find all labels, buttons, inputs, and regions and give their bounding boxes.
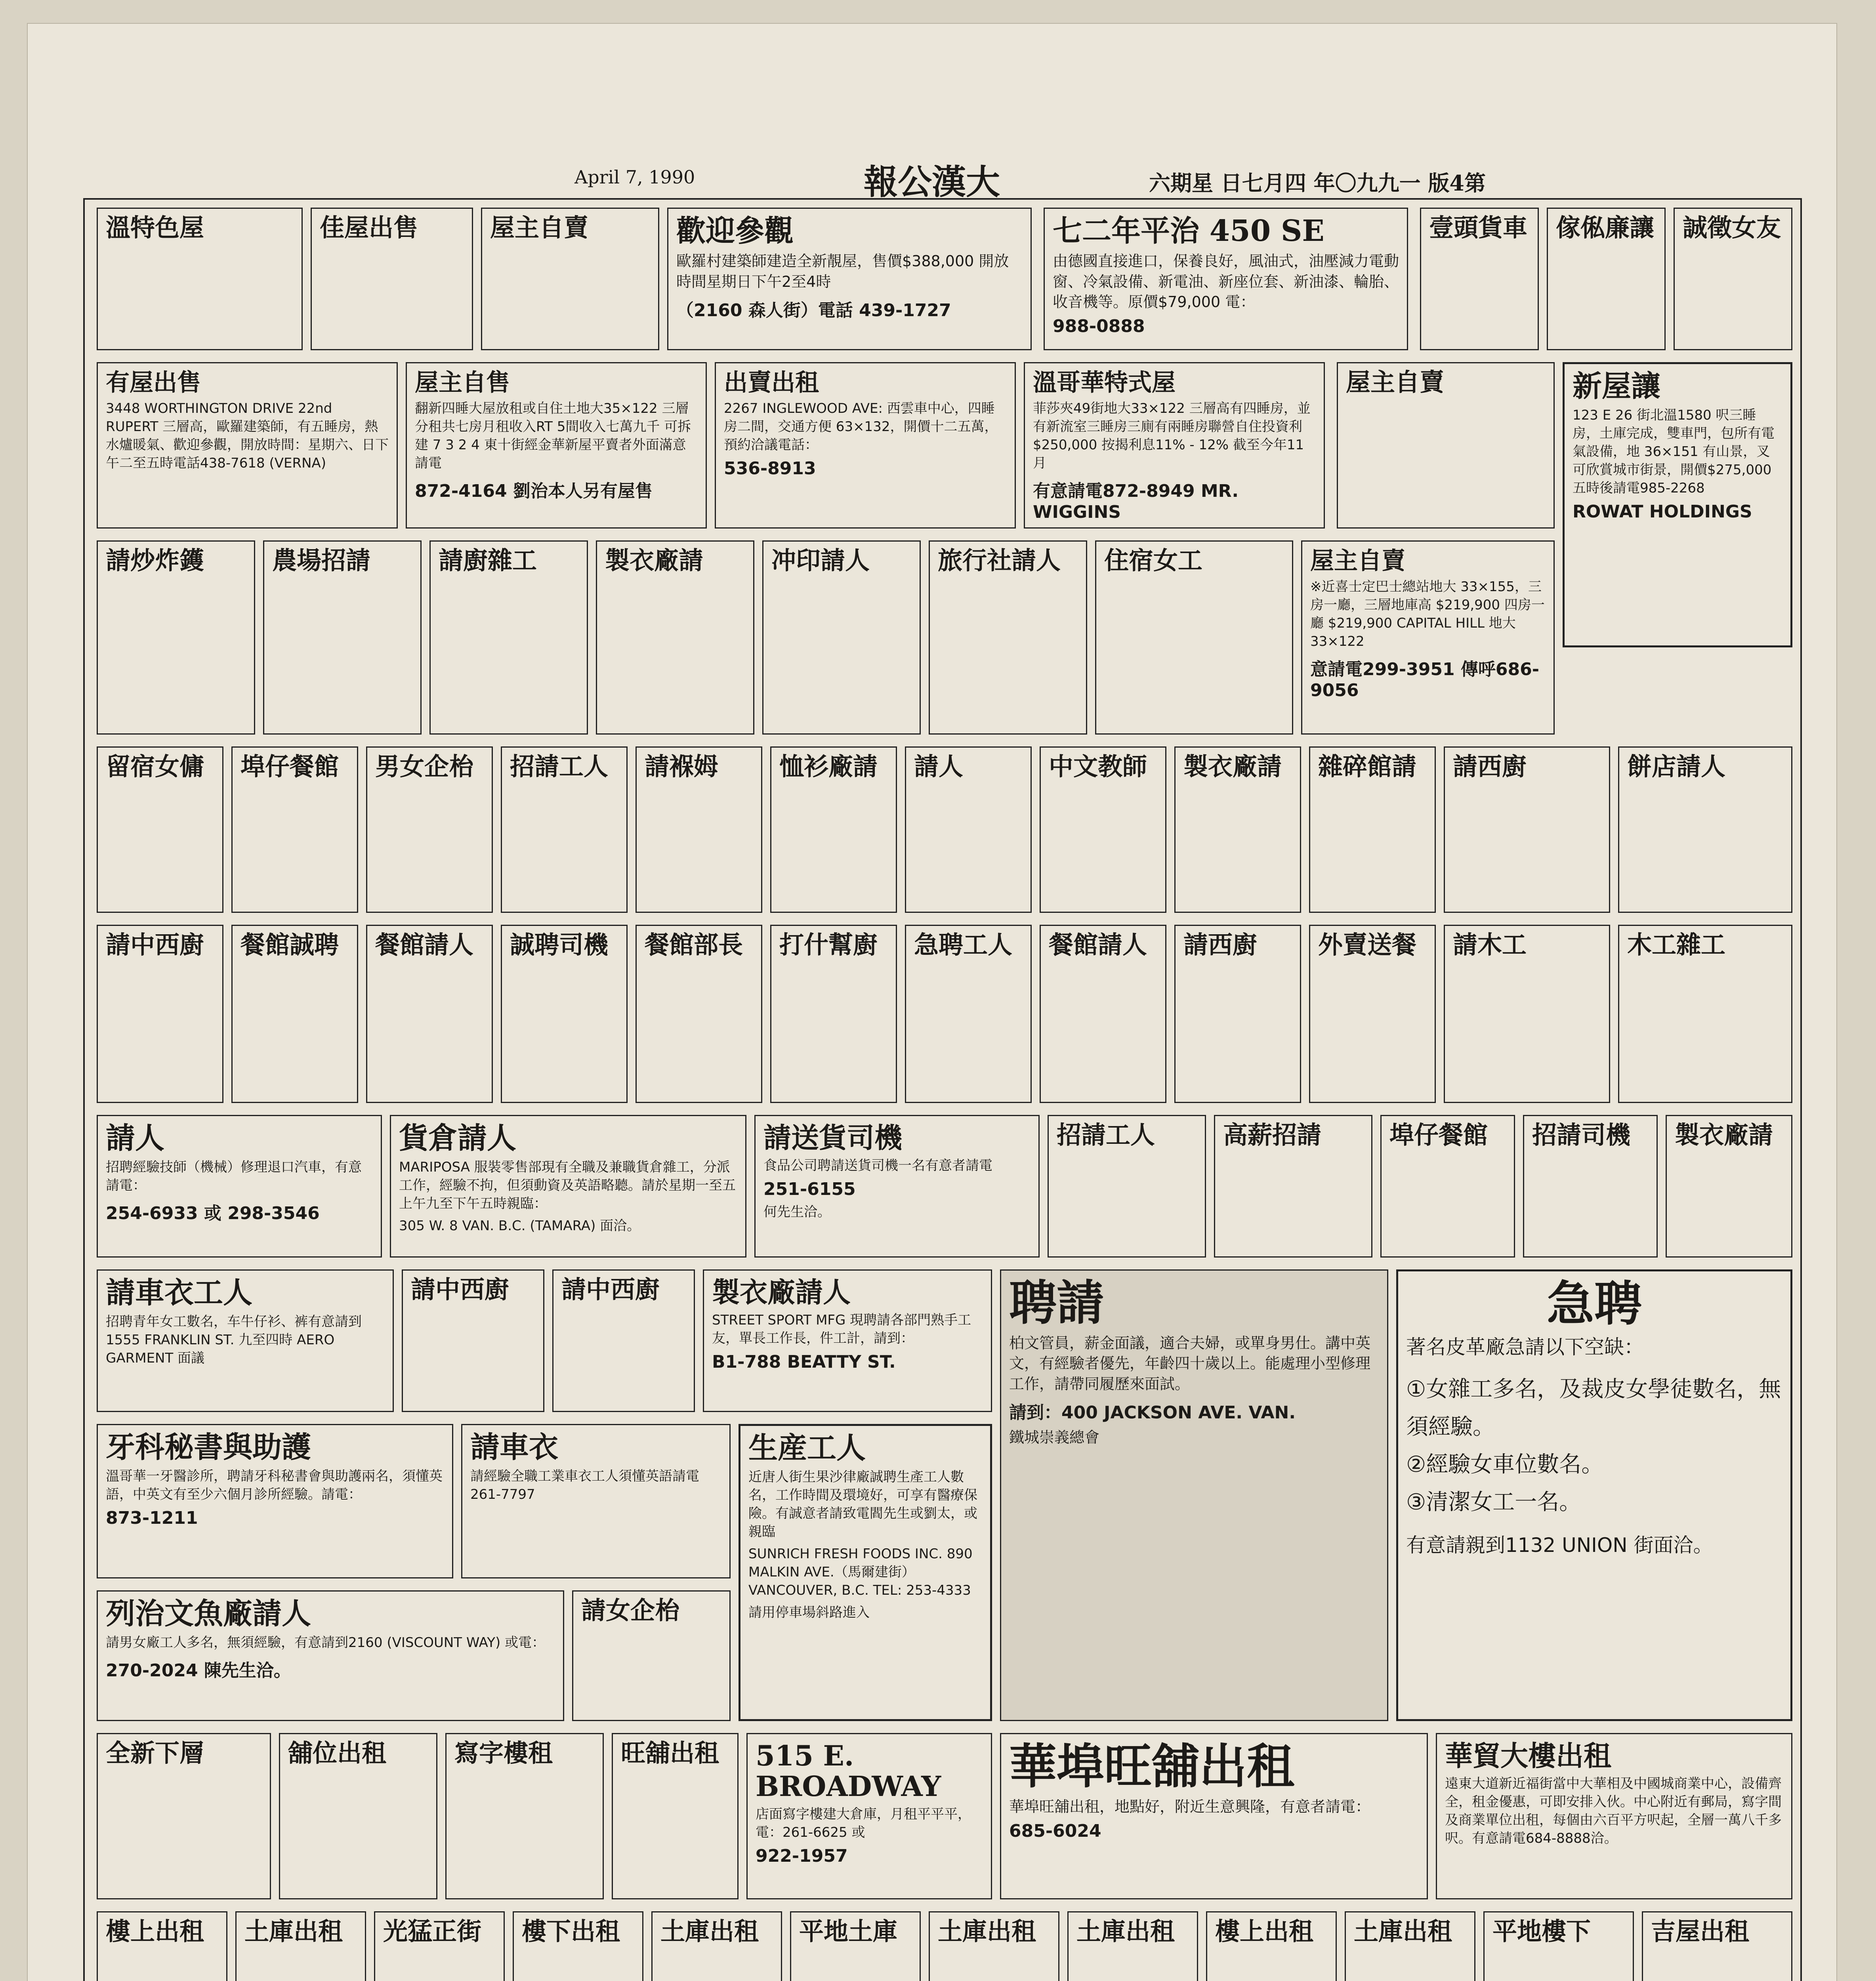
small-ad-title: 餐館請人 xyxy=(1049,930,1147,959)
small-ad-title: 招請司機 xyxy=(1532,1120,1631,1149)
small-ad-title: 打什幫廚 xyxy=(779,930,878,959)
small-ad-49 xyxy=(445,1733,604,1899)
small-ad-title: 埠仔餐館 xyxy=(240,752,339,781)
ad-body: 近唐人街生果沙律廠誠聘生產工人數名，工作時間及環境好，可享有醫療保險。有誠意者請致電閻先生或劉太，或親臨 xyxy=(748,1469,977,1540)
ad-hiring-center xyxy=(1000,1269,1388,1721)
ad-footer: 請用停車場斜路進入 xyxy=(748,1604,870,1620)
ad-title: 新屋讓 xyxy=(1573,369,1660,403)
small-ad-22 xyxy=(1040,746,1166,913)
small-ad-11 xyxy=(596,540,754,735)
ad-title: 有屋出售 xyxy=(106,369,201,397)
ad-title: 請車衣 xyxy=(470,1430,558,1464)
small-ad-title: 高薪招請 xyxy=(1223,1120,1322,1149)
small-ad-35 xyxy=(1174,925,1301,1103)
small-ad-title: 土庫出租 xyxy=(1354,1917,1452,1946)
small-ad-title: 外賣送餐 xyxy=(1318,930,1417,959)
ad-body: 店面寫字樓建大倉庫，月租平平平，電：261-6625 或 xyxy=(756,1806,971,1840)
ad-body: 由德國直接進口，保養良好，風油式，油壓減力電動窗、冷氣設備、新電油、新座位套、新油漆、輪胎、收音機等。原價$79,000 電： xyxy=(1053,252,1399,311)
small-ad-54 xyxy=(513,1911,643,1981)
small-ad-title: 全新下層 xyxy=(106,1739,204,1767)
ad-title: 列治文魚廠請人 xyxy=(106,1597,311,1631)
small-ad-title: 製衣廠請 xyxy=(1675,1120,1773,1149)
ad-factory xyxy=(703,1269,992,1412)
small-ad-4 xyxy=(1420,208,1539,350)
small-ad-61 xyxy=(1483,1911,1634,1981)
small-ad-19 xyxy=(636,746,762,913)
ad-sewing xyxy=(461,1424,731,1578)
small-ad-56 xyxy=(790,1911,921,1981)
ad-body: MARIPOSA 服裝零售部現有全職及兼職貨倉雜工，分派工作，經驗不拘，但須動資及英語略聽。請於星期一至五上午九至下午五時親臨： xyxy=(399,1159,736,1212)
classified-grid xyxy=(83,198,1802,1981)
ad-body: 翻新四睡大屋放租或自住土地大35×122 三層分租共七房月租收入RT 5間收入七萬九千 可拆建 7 3 2 4 東十街經金華新屋平賣者外面滿意請電 xyxy=(415,401,691,471)
ad-title: 貨倉請人 xyxy=(399,1121,516,1155)
small-ad-title: 製衣廠請 xyxy=(605,546,704,575)
ad-intro: 著名皮革廠急請以下空缺： xyxy=(1406,1336,1644,1359)
small-ad-12 xyxy=(762,540,921,735)
ad-address: SUNRICH FRESH FOODS INC. 890 MALKIN AVE.（馬爾建街） VANCOUVER, B.C. TEL: 253-4333 xyxy=(748,1546,973,1598)
small-ad-31 xyxy=(636,925,762,1103)
small-ad-title: 住宿女工 xyxy=(1104,546,1203,575)
ad-body: ※近喜士定巴士總站地大 33×155，三房一廳，三層地庫高 $219,900 四房一廳 $219,900 CAPITAL HILL 地大 33×122 xyxy=(1310,579,1545,649)
ad-title: 七二年平治 450 SE xyxy=(1053,214,1324,248)
small-ad-title: 請廚雜工 xyxy=(439,546,537,575)
small-ad-title: 土庫出租 xyxy=(938,1917,1036,1946)
small-ad-title: 餐館誠聘 xyxy=(240,930,339,959)
small-ad-29 xyxy=(366,925,493,1103)
ad-body: 招聘青年女工數名，车牛仔衫、裤有意請到1555 FRANKLIN ST. 九至四時 AERO GARMENT 面議 xyxy=(106,1314,362,1366)
small-ad-58 xyxy=(1067,1911,1198,1981)
ad-house-sale xyxy=(97,362,398,529)
small-ad-8 xyxy=(97,540,255,735)
ad-hire xyxy=(97,1115,382,1258)
small-ad-21 xyxy=(905,746,1032,913)
ad-broadway xyxy=(746,1733,992,1899)
ad-footer: 有意請親到1132 UNION 街面洽。 xyxy=(1406,1534,1713,1557)
small-ad-10 xyxy=(429,540,588,735)
small-ad-title: 樓上出租 xyxy=(106,1917,204,1946)
small-ad-title: 壹頭貨車 xyxy=(1429,213,1528,242)
ad-address: B1-788 BEATTY ST. xyxy=(712,1351,896,1372)
small-ad-25 xyxy=(1444,746,1610,913)
small-ad-title: 旺舖出租 xyxy=(621,1739,719,1767)
small-ad-47 xyxy=(97,1733,271,1899)
ad-title: 515 E. BROADWAY xyxy=(756,1739,941,1803)
ad-title: 華埠旺舖出租 xyxy=(1009,1739,1294,1794)
issue-date: April 7, 1990 xyxy=(574,166,695,188)
ad-body: 遠東大道新近福街當中大華相及中國城商業中心，設備齊全，租金優惠，可即安排入伙。中心附近有郵局，寫字間及商業單位出租，每個由六百平方呎起，全層一萬八千多呎。有意請電684-8888洽。 xyxy=(1445,1776,1782,1846)
ad-title: 製衣廠請人 xyxy=(712,1276,851,1309)
small-ad-title: 寫字樓租 xyxy=(454,1739,553,1767)
ad-title: 溫哥華特式屋 xyxy=(1033,369,1176,397)
small-ad-title: 中文教師 xyxy=(1049,752,1147,781)
small-ad-24 xyxy=(1309,746,1436,913)
small-ad-33 xyxy=(905,925,1032,1103)
small-ad-18 xyxy=(501,746,628,913)
ad-delivery xyxy=(754,1115,1040,1258)
ad-fish xyxy=(97,1590,564,1721)
small-ad-title: 樓上出租 xyxy=(1215,1917,1314,1946)
urgent-item: ③清潔女工一名。 xyxy=(1406,1489,1582,1515)
small-ad-62 xyxy=(1642,1911,1792,1981)
masthead xyxy=(28,24,1836,202)
small-ad-title: 木工雜工 xyxy=(1627,930,1726,959)
ad-owner-self xyxy=(1301,540,1555,735)
small-ad-5 xyxy=(1547,208,1666,350)
small-ad-title: 請人 xyxy=(914,752,964,781)
ad-body: 溫哥華一牙醫診所，聘請牙科秘書會與助護兩名，須懂英語，中英文有至少六個月診所經驗。請電： xyxy=(106,1468,443,1503)
ad-phone: 873-1211 xyxy=(106,1508,198,1529)
ad-extra: 鐵城崇義總會 xyxy=(1009,1428,1100,1446)
small-ad-title: 製衣廠請 xyxy=(1183,752,1282,781)
ad-footer: ROWAT HOLDINGS xyxy=(1573,501,1752,522)
ad-phone: 872-4164 劉治本人另有屋售 xyxy=(415,481,653,501)
small-ad-title: 招請工人 xyxy=(1057,1120,1155,1149)
small-ad-title: 請女企枱 xyxy=(581,1596,680,1625)
small-ad-title: 請西廚 xyxy=(1453,752,1527,781)
ad-footer: （2160 森人街）電話 439-1727 xyxy=(676,300,951,321)
small-ad-20 xyxy=(770,746,897,913)
ad-contact: 有意請電872-8949 MR. WIGGINS xyxy=(1033,481,1239,522)
small-ad-title: 請褓姆 xyxy=(645,752,719,781)
ad-body: STREET SPORT MFG 現聘請各部門熟手工友，單長工作長，件工計，請到： xyxy=(712,1312,971,1346)
small-ad-title: 傢俬廉讓 xyxy=(1556,213,1655,242)
ad-tail: 何先生洽。 xyxy=(763,1204,831,1220)
ad-title: 請送貨司機 xyxy=(763,1121,902,1154)
small-ad-46 xyxy=(572,1590,731,1721)
small-ad-2 xyxy=(311,208,473,350)
ad-sale-rent xyxy=(715,362,1016,529)
ad-title: 請車衣工人 xyxy=(106,1276,252,1310)
small-ad-title: 旅行社請人 xyxy=(938,546,1061,575)
small-ad-title: 男女企枱 xyxy=(375,752,474,781)
small-ad-title: 佳屋出售 xyxy=(320,213,418,242)
ad-body: 2267 INGLEWOOD AVE: 西雲車中心，四睡房二間，交通方便 63×132，開價十二五萬，預約洽議電話： xyxy=(724,401,998,453)
small-ad-title: 土庫出租 xyxy=(244,1917,343,1946)
small-ad-title: 溫特色屋 xyxy=(106,213,204,242)
small-ad-57 xyxy=(929,1911,1059,1981)
small-ad-title: 埠仔餐館 xyxy=(1389,1120,1488,1149)
small-ad-15 xyxy=(97,746,223,913)
ad-production xyxy=(739,1424,992,1721)
small-ad-title: 請炒炸鑊 xyxy=(106,546,204,575)
small-ad-39 xyxy=(1048,1115,1206,1258)
small-ad-title: 餅店請人 xyxy=(1627,752,1726,781)
ad-phone: 922-1957 xyxy=(756,1845,848,1866)
small-ad-36 xyxy=(1309,925,1436,1103)
ad-address: 請到：400 JACKSON AVE. VAN. xyxy=(1009,1402,1296,1423)
ad-new-house xyxy=(1563,362,1792,647)
small-ad-60 xyxy=(1345,1911,1475,1981)
urgent-item: ①女雜工多名，及裁皮女學徒數名，無須經驗。 xyxy=(1406,1376,1781,1440)
small-ad-26 xyxy=(1618,746,1792,913)
small-ad-title: 誠徵女友 xyxy=(1683,213,1781,242)
ad-body: 請經驗全職工業車衣工人須懂英語請電261-7797 xyxy=(470,1468,699,1503)
small-ad-title: 誠聘司機 xyxy=(510,930,609,959)
ad-body: 華埠旺舖出租，地點好，附近生意興隆，有意者請電： xyxy=(1009,1798,1371,1815)
ad-body: 請男女廠工人多名，無須經驗，有意請到2160 (VISCOUNT WAY) 或電： xyxy=(106,1635,546,1651)
ad-urgent xyxy=(1396,1269,1792,1721)
small-ad-title: 餐館部長 xyxy=(645,930,743,959)
ad-phone: 251-6155 xyxy=(763,1179,856,1199)
ad-title: 歡迎參觀 xyxy=(676,214,794,248)
small-ad-title: 土庫出租 xyxy=(1076,1917,1175,1946)
small-ad-43 xyxy=(1666,1115,1792,1258)
ad-phone: 270-2024 陳先生洽。 xyxy=(106,1660,291,1681)
small-ad-9 xyxy=(263,540,422,735)
ad-body: 歐羅村建築師建造全新靚屋，售價$388,000 開放時間星期日下午2至4時 xyxy=(676,252,1009,290)
small-ad-48 xyxy=(279,1733,437,1899)
ad-title: 屋主自售 xyxy=(415,369,510,397)
small-ad-52 xyxy=(235,1911,366,1981)
newspaper-page xyxy=(28,24,1836,1981)
small-ad-28 xyxy=(231,925,358,1103)
ad-phone: 685-6024 xyxy=(1009,1821,1101,1842)
ad-owner-sale xyxy=(406,362,707,529)
small-ad-title: 恤衫廠請 xyxy=(779,752,878,781)
small-ad-title: 請西廚 xyxy=(1183,930,1258,959)
ad-title: 請人 xyxy=(106,1121,164,1155)
ad-title: 牙科秘書與助護 xyxy=(106,1430,311,1464)
ad-welcome xyxy=(667,208,1032,350)
ad-title: 聘請 xyxy=(1009,1275,1104,1331)
small-ad-14 xyxy=(1095,540,1293,735)
ad-chinatown-shop xyxy=(1000,1733,1428,1899)
small-ad-23 xyxy=(1174,746,1301,913)
small-ad-title: 光猛正街 xyxy=(383,1917,482,1946)
urgent-list xyxy=(1406,1370,1782,1521)
ad-title: 出賣出租 xyxy=(724,369,819,397)
small-ad-title: 屋主自賣 xyxy=(1346,368,1445,397)
ad-dental xyxy=(97,1424,453,1578)
ad-trade-tower xyxy=(1436,1733,1792,1899)
ad-phone: 254-6933 或 298-3546 xyxy=(106,1203,320,1224)
small-ad-title: 急聘工人 xyxy=(914,930,1013,959)
newspaper-name: 報公漢大 xyxy=(864,162,1000,202)
small-ad-title: 農場招請 xyxy=(272,546,371,575)
small-ad-title: 請木工 xyxy=(1453,930,1527,959)
small-ad-44 xyxy=(402,1269,544,1412)
urgent-item: ②經驗女車位數名。 xyxy=(1406,1451,1604,1477)
small-ad-17 xyxy=(366,746,493,913)
small-ad-title: 吉屋出租 xyxy=(1651,1917,1750,1946)
small-ad-title: 留宿女傭 xyxy=(106,752,204,781)
small-ad-45 xyxy=(552,1269,695,1412)
small-ad-37 xyxy=(1444,925,1610,1103)
ad-body: 3448 WORTHINGTON DRIVE 22nd RUPERT 三層高，歐羅建築師，有五睡房，熱水爐暖氣、歡迎參觀，開放時間：星期六、日下午二至五時電話438-7618 (VERNA) xyxy=(106,401,389,471)
ad-body: 菲莎夾49街地大33×122 三層高有四睡房，並有新流室三睡房三廁有兩睡房聯營自住投資利$250,000 按揭利息11% - 12% 截至今年11月 xyxy=(1033,401,1311,471)
ad-body: 123 E 26 街北溫1580 呎三睡房，土庫完成，雙車門，包所有電氣設備，地 36×151 有山景，叉可欣賞城市街景，開價$275,000 五時後請電985-2268 xyxy=(1573,407,1775,496)
small-ad-title: 舖位出租 xyxy=(288,1739,387,1767)
small-ad-title: 平地土庫 xyxy=(799,1917,898,1946)
small-ad-53 xyxy=(374,1911,505,1981)
small-ad-title: 屋主自賣 xyxy=(490,213,589,242)
ad-body: 食品公司聘請送貨司機一名有意者請電 xyxy=(763,1158,992,1174)
ad-address: 305 W. 8 VAN. B.C. (TAMARA) 面洽。 xyxy=(399,1218,641,1234)
ad-body: 柏文管員，薪金面議，適合夫婦，或單身男仕。講中英文，有經驗者優先，年齡四十歲以上。能處理小型修理工作，請帶同履歷來面試。 xyxy=(1009,1334,1371,1393)
small-ad-title: 請中西廚 xyxy=(106,930,204,959)
ad-title: 生産工人 xyxy=(748,1431,866,1465)
small-ad-16 xyxy=(231,746,358,913)
small-ad-title: 冲印請人 xyxy=(771,546,870,575)
small-ad-27 xyxy=(97,925,223,1103)
small-ad-title: 土庫出租 xyxy=(660,1917,759,1946)
small-ad-55 xyxy=(651,1911,782,1981)
small-ad-7 xyxy=(1337,362,1555,529)
ad-title: 急聘 xyxy=(1547,1276,1642,1332)
small-ad-title: 平地樓下 xyxy=(1492,1917,1591,1946)
small-ad-6 xyxy=(1674,208,1792,350)
edition-line: 六期星 日七月四 年〇九九一 版4第 xyxy=(1149,170,1486,196)
ad-phone: 988-0888 xyxy=(1053,316,1145,337)
ad-garment xyxy=(97,1269,394,1412)
ad-duplex xyxy=(1044,208,1408,350)
small-ad-1 xyxy=(97,208,303,350)
small-ad-30 xyxy=(501,925,628,1103)
small-ad-51 xyxy=(97,1911,227,1981)
small-ad-38 xyxy=(1618,925,1792,1103)
small-ad-13 xyxy=(929,540,1087,735)
ad-phone: 536-8913 xyxy=(724,458,816,479)
small-ad-42 xyxy=(1523,1115,1658,1258)
small-ad-title: 餐館請人 xyxy=(375,930,474,959)
small-ad-title: 請中西廚 xyxy=(411,1275,510,1304)
small-ad-50 xyxy=(612,1733,739,1899)
ad-title: 屋主自賣 xyxy=(1310,547,1405,575)
ad-warehouse xyxy=(390,1115,746,1258)
small-ad-title: 請中西廚 xyxy=(561,1275,660,1304)
small-ad-34 xyxy=(1040,925,1166,1103)
ad-wenge xyxy=(1024,362,1325,529)
ad-body: 招聘經驗技師（機械）修理退口汽車，有意請電： xyxy=(106,1159,362,1194)
small-ad-41 xyxy=(1380,1115,1515,1258)
small-ad-32 xyxy=(770,925,897,1103)
ad-phone: 意請電299-3951 傳呼686-9056 xyxy=(1310,659,1539,700)
small-ad-title: 雜碎館請 xyxy=(1318,752,1417,781)
small-ad-3 xyxy=(481,208,659,350)
small-ad-title: 招請工人 xyxy=(510,752,609,781)
ad-title: 華貿大樓出租 xyxy=(1445,1739,1611,1772)
small-ad-40 xyxy=(1214,1115,1372,1258)
small-ad-59 xyxy=(1206,1911,1337,1981)
small-ad-title: 樓下出租 xyxy=(522,1917,620,1946)
